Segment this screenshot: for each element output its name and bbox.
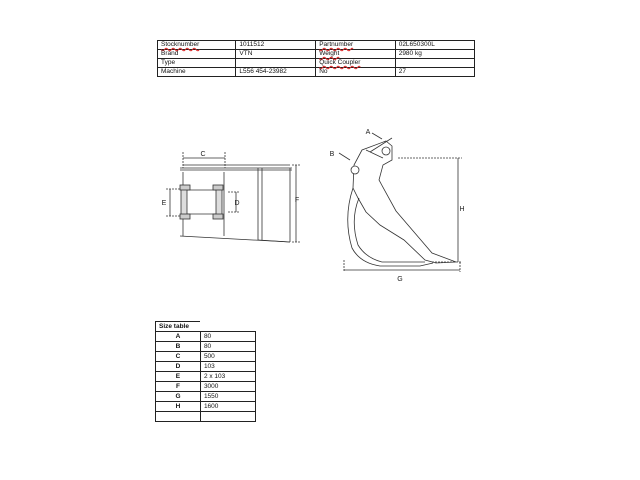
table-row — [156, 382, 256, 392]
spec-cell: L556 454-23982 — [236, 68, 316, 77]
size-key: C — [156, 352, 201, 362]
size-table — [155, 321, 256, 422]
spec-cell: Brand — [158, 50, 236, 59]
table-row — [156, 352, 256, 362]
dim-label-f: F — [294, 197, 300, 204]
table-row — [156, 392, 256, 402]
size-table-header-blank — [200, 322, 255, 332]
dim-label-a: A — [365, 129, 371, 136]
size-key: B — [156, 342, 201, 352]
size-key: F — [156, 382, 201, 392]
size-value: 500 — [200, 352, 255, 362]
spec-cell: 02L650300L — [395, 41, 474, 50]
size-value: 1600 — [200, 402, 255, 412]
dim-label-c: C — [200, 151, 206, 158]
spec-cell: Stocknumber — [158, 41, 236, 50]
table-row — [156, 332, 256, 342]
size-value — [200, 412, 255, 422]
spec-cell: No — [316, 68, 396, 77]
table-row — [156, 412, 256, 422]
size-value: 3000 — [200, 382, 255, 392]
table-row — [156, 372, 256, 382]
spec-cell: 27 — [395, 68, 474, 77]
size-table-title: Size table — [156, 322, 201, 332]
size-value: 103 — [200, 362, 255, 372]
spec-cell: 2980 kg — [395, 50, 474, 59]
table-row — [156, 362, 256, 372]
front-view — [166, 152, 300, 242]
spec-cell: Machine — [158, 68, 236, 77]
spec-cell: Type — [158, 59, 236, 68]
spec-cell: Weight — [316, 50, 396, 59]
dim-label-d: D — [234, 200, 240, 207]
spec-cell: Quick Coupler — [316, 59, 396, 68]
size-value: 1550 — [200, 392, 255, 402]
spec-cell: VTN — [236, 50, 316, 59]
table-row — [156, 402, 256, 412]
size-key — [156, 412, 201, 422]
dim-label-g: G — [397, 276, 403, 283]
size-key: E — [156, 372, 201, 382]
size-value: 80 — [200, 342, 255, 352]
size-key: A — [156, 332, 201, 342]
spec-cell: 1011512 — [236, 41, 316, 50]
side-view — [339, 133, 465, 272]
size-value: 2 x 103 — [200, 372, 255, 382]
size-value: 80 — [200, 332, 255, 342]
spec-cell: Partnumber — [316, 41, 396, 50]
dim-label-b: B — [329, 151, 335, 158]
size-key: G — [156, 392, 201, 402]
size-table-header — [156, 322, 256, 332]
size-key: H — [156, 402, 201, 412]
dim-label-e: E — [161, 200, 167, 207]
size-key: D — [156, 362, 201, 372]
table-row — [156, 342, 256, 352]
dim-label-h: H — [459, 206, 465, 213]
